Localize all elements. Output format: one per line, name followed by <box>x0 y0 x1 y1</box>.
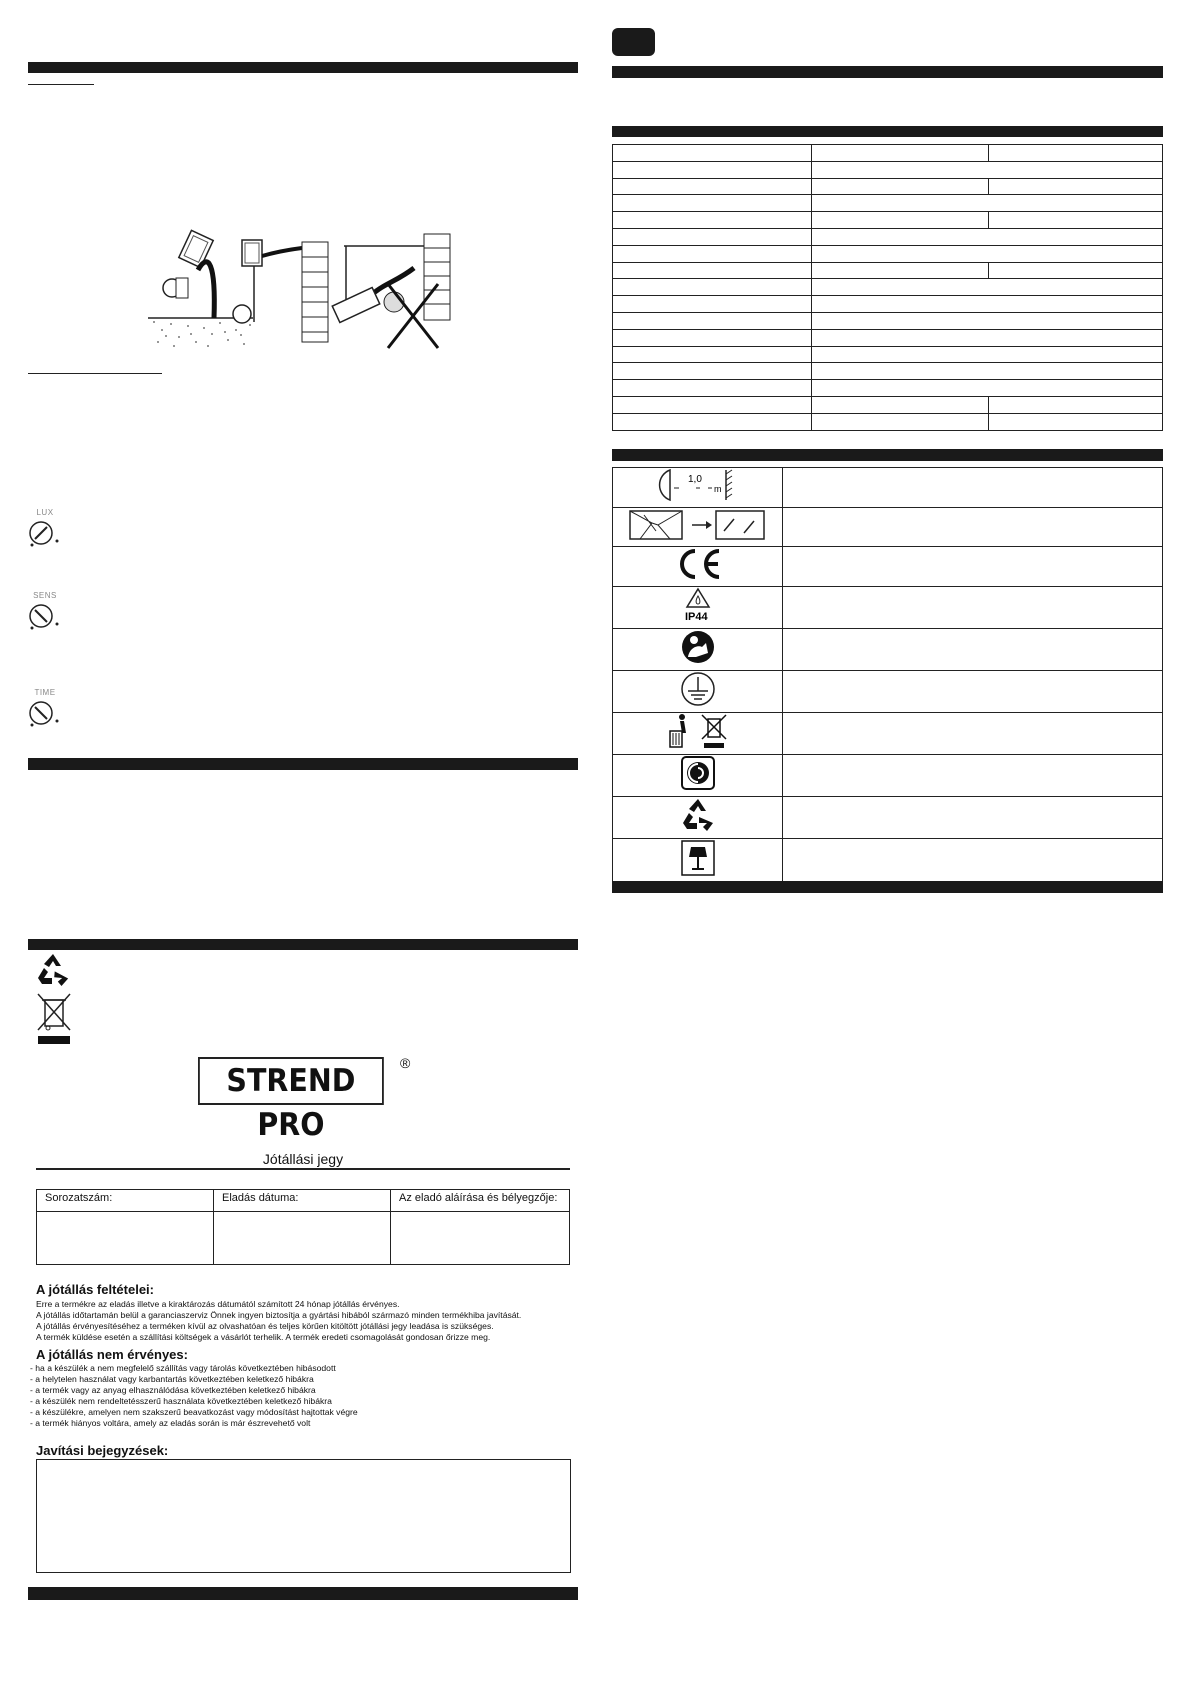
invalid-item: - a készülékre, amelyen nem szakszerű beavatkozást vagy módosítást hajtottak végre <box>30 1407 358 1417</box>
spec-row <box>613 212 1163 229</box>
installation-illustration <box>146 222 471 350</box>
repairs-box[interactable] <box>36 1459 571 1573</box>
spec-row <box>613 363 1163 380</box>
time-label: TIME <box>34 688 56 697</box>
ip44-icon <box>683 587 713 623</box>
spec-row <box>613 346 1163 363</box>
registered-mark: ® <box>400 1055 411 1071</box>
spec-row <box>613 312 1163 329</box>
read-manual-icon <box>680 629 716 665</box>
spec-row <box>613 145 1163 162</box>
sens-knob-icon <box>28 591 62 635</box>
protective-earth-icon <box>678 671 718 707</box>
section-bar-7 <box>612 449 1163 461</box>
section-bar-6 <box>612 126 1163 137</box>
spec-row <box>613 396 1163 413</box>
time-knob-icon <box>28 688 62 732</box>
warranty-title-rule <box>36 1168 570 1170</box>
section-bar-1 <box>28 62 578 73</box>
spec-row <box>613 195 1163 212</box>
lamp-symbol-icon <box>680 839 716 877</box>
symbol-row <box>613 713 1163 755</box>
condition-line: Erre a termékre az eladás illetve a kiraktározás dátumától számított 24 hónap jótállás érvényes. <box>36 1299 400 1309</box>
symbol-row <box>613 468 1163 508</box>
symbol-row <box>613 839 1163 883</box>
language-badge <box>612 28 655 56</box>
spec-row <box>613 228 1163 245</box>
spec-row <box>613 245 1163 262</box>
invalid-list <box>30 1363 358 1429</box>
replace-broken-glass-icon <box>628 509 768 541</box>
sale-date-field[interactable] <box>214 1212 391 1265</box>
spec-row <box>613 262 1163 279</box>
spec-row <box>613 329 1163 346</box>
condition-line: A termék küldése esetén a szállítási költségek a vásárlót terhelik. A termék eredeti csomagolását gondosan őrizze meg. <box>36 1332 491 1342</box>
symbol-row <box>613 547 1163 587</box>
spec-row <box>613 279 1163 296</box>
invalid-title: A jótállás nem érvényes: <box>36 1347 188 1362</box>
seller-signature-field[interactable] <box>391 1212 570 1265</box>
condition-line: A jótállás időtartamán belül a garanciaszerviz Önnek ingyen biztosítja a gyártási hibából származó minden termékhiba javítását. <box>36 1310 522 1320</box>
recycle-symbol-icon <box>679 797 717 833</box>
heading-underline-2 <box>28 373 162 374</box>
section-bar-5 <box>612 66 1163 78</box>
dispose-properly-icon <box>668 713 728 749</box>
recycle-icon <box>34 952 72 988</box>
lux-knob-icon <box>28 508 62 552</box>
invalid-item: - a készülék nem rendeltetésszerű használata következtében keletkező hibákra <box>30 1396 332 1406</box>
logo-text: STREND PRO <box>226 1063 356 1143</box>
spec-row <box>613 380 1163 397</box>
sens-label: SENS <box>33 591 57 600</box>
spec-row <box>613 161 1163 178</box>
distance-value: 1,0 <box>687 474 702 485</box>
symbol-row <box>613 671 1163 713</box>
spec-row <box>613 413 1163 430</box>
lux-label: LUX <box>36 508 54 517</box>
symbol-row <box>613 587 1163 629</box>
spec-table <box>612 144 1163 431</box>
invalid-item: - a termék hiányos voltára, amely az eladás során is már észrevehető volt <box>30 1418 311 1428</box>
weee-bin-icon <box>36 992 72 1044</box>
repairs-title: Javítási bejegyzések: <box>36 1443 169 1458</box>
condition-line: A jótállás érvényesítéséhez a terméken kívül az olvashatóan és teljes körűen kitöltött jótállási jegy leadása is szükséges. <box>36 1321 494 1331</box>
ce-mark-icon <box>673 547 723 581</box>
ip-rating: IP44 <box>684 611 708 623</box>
section-bar-2 <box>28 758 578 770</box>
spec-row <box>613 178 1163 195</box>
serial-number-header: Sorozatszám: <box>37 1190 214 1212</box>
section-bar-3 <box>28 939 578 950</box>
conditions-title: A jótállás feltételei: <box>36 1282 154 1297</box>
warranty-title: Jótállási jegy <box>262 1151 344 1167</box>
distance-unit: m <box>713 484 721 494</box>
symbol-row <box>613 755 1163 797</box>
symbol-row <box>613 508 1163 547</box>
invalid-item: - ha a készülék a nem megfelelő szállítás vagy tárolás következtében hibásodott <box>30 1363 336 1373</box>
symbol-row <box>613 629 1163 671</box>
warranty-table <box>36 1189 570 1265</box>
strend-pro-logo <box>198 1057 384 1143</box>
invalid-item: - a termék vagy az anyag elhasználódása következtében keletkező hibákra <box>30 1385 316 1395</box>
symbol-row <box>613 797 1163 839</box>
heading-underline-1 <box>28 84 94 85</box>
section-bar-4 <box>28 1587 578 1600</box>
distance-symbol-icon <box>648 468 748 502</box>
section-bar-8 <box>612 881 1163 893</box>
spec-row <box>613 296 1163 313</box>
green-dot-icon <box>680 755 716 791</box>
symbols-table <box>612 467 1163 883</box>
seller-signature-header: Az eladó aláírása és bélyegzője: <box>391 1190 570 1212</box>
sale-date-header: Eladás dátuma: <box>214 1190 391 1212</box>
conditions-list <box>36 1299 521 1343</box>
invalid-item: - a helytelen használat vagy karbantartás következtében keletkező hibákra <box>30 1374 314 1384</box>
serial-number-field[interactable] <box>37 1212 214 1265</box>
